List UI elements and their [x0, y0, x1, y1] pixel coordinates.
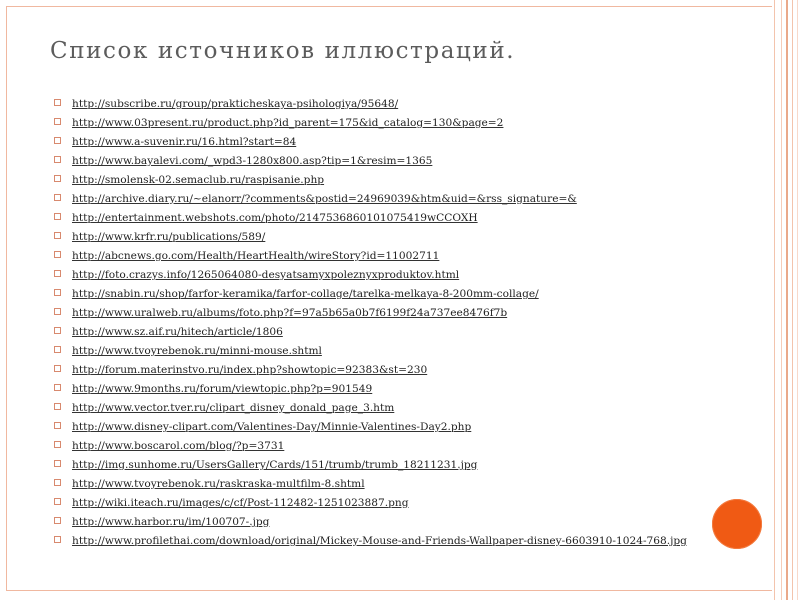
square-bullet-icon: [54, 137, 61, 144]
square-bullet-icon: [54, 403, 61, 410]
source-link[interactable]: http://www.profilethai.com/download/original/Mickey-Mouse-and-Friends-Wallpaper-disney-6603910-1024-768.jpg: [72, 535, 687, 547]
source-link[interactable]: http://forum.materinstvo.ru/index.php?showtopic=92383&st=230: [72, 364, 428, 376]
source-item: [52, 402, 772, 421]
source-link[interactable]: http://www.boscarol.com/blog/?p=3731: [72, 440, 285, 452]
source-link[interactable]: http://www.uralweb.ru/albums/foto.php?f=97a5b65a0b7f6199f24a737ee8476f7b: [72, 307, 508, 319]
square-bullet-icon: [54, 308, 61, 315]
source-link[interactable]: http://foto.crazys.info/1265064080-desyatsamyxpoleznyxproduktov.html: [72, 269, 460, 281]
source-link[interactable]: http://www.disney-clipart.com/Valentines-Day/Minnie-Valentines-Day2.php: [72, 421, 472, 433]
source-item: [52, 212, 772, 231]
source-link[interactable]: http://www.tvoyrebenok.ru/raskraska-multfilm-8.shtml: [72, 478, 365, 490]
source-item: [52, 345, 772, 364]
source-link[interactable]: http://snabin.ru/shop/farfor-keramika/farfor-collage/tarelka-melkaya-8-200mm-collage/: [72, 288, 539, 300]
square-bullet-icon: [54, 536, 61, 543]
decorative-stripe: [792, 0, 793, 600]
decorative-circle: [712, 499, 762, 549]
square-bullet-icon: [54, 384, 61, 391]
source-item: [52, 250, 772, 269]
square-bullet-icon: [54, 251, 61, 258]
square-bullet-icon: [54, 327, 61, 334]
decorative-stripe: [781, 0, 782, 600]
source-item: [52, 497, 772, 516]
source-link[interactable]: http://entertainment.webshots.com/photo/2147536860101075419wCCOXH: [72, 212, 478, 224]
source-item: [52, 174, 772, 193]
source-item: [52, 231, 772, 250]
source-item: [52, 478, 772, 497]
square-bullet-icon: [54, 156, 61, 163]
decorative-stripe: [797, 0, 798, 600]
decorative-stripe: [774, 0, 775, 600]
square-bullet-icon: [54, 118, 61, 125]
source-item: [52, 307, 772, 326]
square-bullet-icon: [54, 213, 61, 220]
square-bullet-icon: [54, 479, 61, 486]
source-item: [52, 535, 772, 548]
source-link[interactable]: http://img.sunhome.ru/UsersGallery/Cards/151/trumb/trumb_18211231.jpg: [72, 459, 478, 471]
source-link[interactable]: http://www.bayalevi.com/_wpd3-1280x800.asp?tip=1&resim=1365: [72, 155, 433, 167]
square-bullet-icon: [54, 422, 61, 429]
source-item: [52, 288, 772, 307]
source-item: [52, 98, 772, 117]
source-item: [52, 364, 772, 383]
source-item: [52, 459, 772, 478]
source-link[interactable]: http://subscribe.ru/group/prakticheskaya-psihologiya/95648/: [72, 98, 399, 110]
source-link[interactable]: http://www.a-suvenir.ru/16.html?start=84: [72, 136, 297, 148]
source-item: [52, 136, 772, 155]
source-item: [52, 440, 772, 459]
square-bullet-icon: [54, 517, 61, 524]
square-bullet-icon: [54, 346, 61, 353]
source-link[interactable]: http://abcnews.go.com/Health/HeartHealth/wireStory?id=11002711: [72, 250, 440, 262]
square-bullet-icon: [54, 498, 61, 505]
source-item: [52, 516, 772, 535]
source-link[interactable]: http://www.harbor.ru/im/100707-.jpg: [72, 516, 270, 528]
source-link[interactable]: http://smolensk-02.semaclub.ru/raspisanie.php: [72, 174, 325, 186]
square-bullet-icon: [54, 270, 61, 277]
source-link[interactable]: http://www.tvoyrebenok.ru/minni-mouse.shtml: [72, 345, 322, 357]
source-item: [52, 326, 772, 345]
square-bullet-icon: [54, 441, 61, 448]
source-list: [52, 98, 772, 548]
source-item: [52, 193, 772, 212]
square-bullet-icon: [54, 99, 61, 106]
source-link[interactable]: http://wiki.iteach.ru/images/c/cf/Post-112482-1251023887.png: [72, 497, 409, 509]
source-item: [52, 421, 772, 440]
source-item: [52, 383, 772, 402]
source-link[interactable]: http://archive.diary.ru/~elanorr/?comments&postid=24969039&htm&uid=&rss_signature=&: [72, 193, 577, 205]
square-bullet-icon: [54, 460, 61, 467]
source-link[interactable]: http://www.03present.ru/product.php?id_parent=175&id_catalog=130&page=2: [72, 117, 504, 129]
source-link[interactable]: http://www.krfr.ru/publications/589/: [72, 231, 266, 243]
source-link[interactable]: http://www.9months.ru/forum/viewtopic.php?p=901549: [72, 383, 373, 395]
source-link[interactable]: http://www.vector.tver.ru/clipart_disney_donald_page_3.htm: [72, 402, 395, 414]
square-bullet-icon: [54, 232, 61, 239]
source-item: [52, 117, 772, 136]
square-bullet-icon: [54, 365, 61, 372]
decorative-stripe: [786, 0, 788, 600]
source-link[interactable]: http://www.sz.aif.ru/hitech/article/1806: [72, 326, 283, 338]
slide-title: Список источников иллюстраций.: [50, 38, 516, 64]
source-item: [52, 269, 772, 288]
square-bullet-icon: [54, 289, 61, 296]
square-bullet-icon: [54, 194, 61, 201]
square-bullet-icon: [54, 175, 61, 182]
source-item: [52, 155, 772, 174]
